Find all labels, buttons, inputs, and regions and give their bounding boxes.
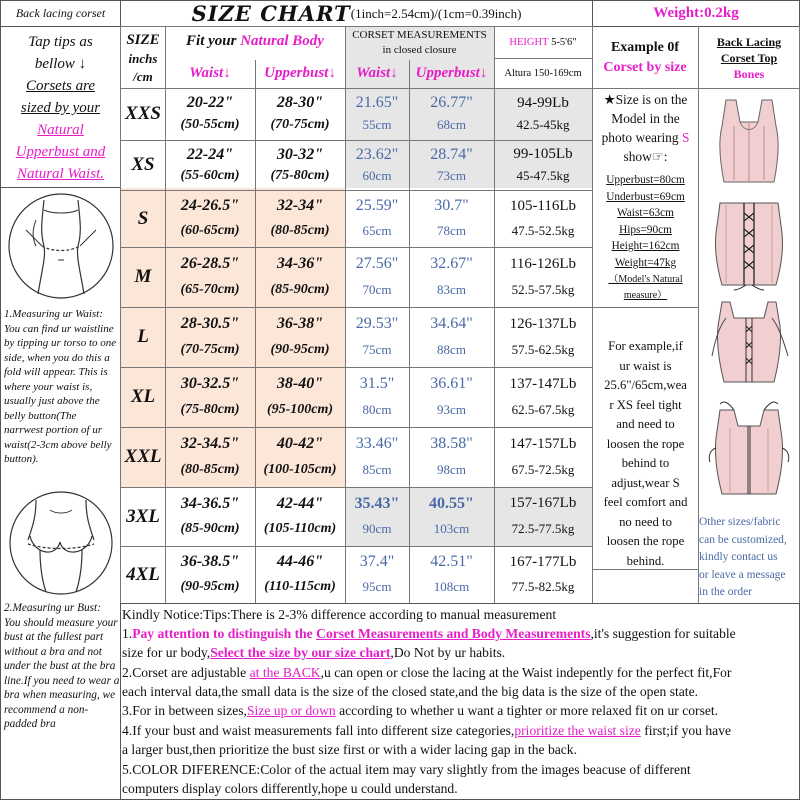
weight-kg: 72.5-77.5kg <box>511 521 575 537</box>
grid-line <box>698 88 800 89</box>
weight-label: Weight:0.2kg <box>653 5 739 21</box>
body-waist-in: 22-24" <box>186 145 234 163</box>
notice-l2-a: size for ur body, <box>122 645 211 660</box>
corset-waist-cm: 85cm <box>362 462 392 477</box>
size-label: XS <box>131 154 155 175</box>
size-header-2: inchs <box>128 51 158 66</box>
notice-l3-a: 2.Corset are adjustable <box>122 665 247 680</box>
notice-l2-pink-u: Select the size by our size chart <box>210 645 391 660</box>
grid-line <box>165 26 166 603</box>
fit-line-10: no need to <box>619 514 672 529</box>
back-lacing-top-1: Back Lacing <box>716 35 782 49</box>
notice-l1-a: 1. <box>122 626 133 641</box>
other-sizes-4: or leave a message <box>699 568 786 581</box>
notice-l6-pink-u: prioritize the waist size <box>514 723 641 738</box>
notice-line-4: each interval data,the small data is the size of the closed state,and the big data is the size of the open state. <box>122 684 699 699</box>
fit-natural-body-header <box>165 30 345 52</box>
body-waist-in: 26-28.5" <box>180 255 240 272</box>
fit-line-8: adjust,wear S <box>611 475 680 490</box>
example-model-text <box>593 90 698 166</box>
body-waist-cm: (90-95cm) <box>180 578 240 594</box>
notice-l1-pink: Pay attention to distinguish the <box>132 626 313 641</box>
corset-waist-in: 23.62" <box>355 145 399 163</box>
corset-waist-cm: 60cm <box>362 167 392 183</box>
waist-measure-illustration <box>6 190 116 302</box>
tip-pink-line-3: Natural Waist. <box>17 166 104 182</box>
corset-bust-in: 30.7" <box>434 197 469 215</box>
weight-kg: 47.5-52.5kg <box>511 222 575 238</box>
header-upperbust: Upperbust↓ <box>264 64 336 81</box>
model-height: Height=162cm <box>611 240 680 253</box>
grid-line <box>121 307 592 308</box>
body-waist-in: 28-30.5" <box>180 315 240 332</box>
body-bust-in: 28-30" <box>276 94 324 111</box>
page-title: SIZE CHART <box>191 1 351 26</box>
size-label: M <box>134 266 152 287</box>
body-bust-cm: (100-105cm) <box>263 462 337 477</box>
other-sizes-5: in the order <box>699 586 753 598</box>
header-waist: Waist↓ <box>189 64 231 81</box>
body-waist-in: 20-22" <box>186 94 234 111</box>
fit-line-5: and need to <box>616 417 675 431</box>
grid-line <box>121 190 592 191</box>
size-header-1: SIZE <box>126 32 160 48</box>
notice-l1-b: ,it's suggestion for suitable <box>590 626 736 641</box>
body-waist-cm: (50-55cm) <box>180 117 240 132</box>
tip-line-3: Corsets are <box>25 78 96 94</box>
weight-lb: 167-177Lb <box>509 553 577 570</box>
corset-bust-cm: 88cm <box>437 342 466 357</box>
notice-l1-pink-u: Corset Measurements and Body Measurements <box>316 626 591 641</box>
model-hips: Hips=90cm <box>619 223 672 236</box>
notice-line-2 <box>122 643 798 662</box>
corset-bust-in: 26.77" <box>430 94 473 111</box>
weight-kg: 52.5-57.5kg <box>511 282 575 297</box>
header-corset-waist: Waist↓ <box>356 64 398 81</box>
grid-line <box>409 60 410 603</box>
grid-line <box>345 26 346 603</box>
size-label: S <box>137 207 149 229</box>
left-tips-text <box>0 31 121 185</box>
grid-line <box>121 140 592 141</box>
notice-l3-pink-u: at the BACK <box>249 665 321 680</box>
corset-bust-cm: 108cm <box>433 578 470 594</box>
size-label: 3XL <box>126 505 160 527</box>
corset-bust-in: 28.74" <box>430 145 473 163</box>
corset-image-front <box>704 92 794 188</box>
corset-image-open <box>704 398 794 502</box>
body-waist-cm: (80-85cm) <box>180 462 240 477</box>
body-waist-in: 24-26.5" <box>180 197 240 215</box>
grid-line <box>494 26 495 603</box>
back-lacing-top-3: Bones <box>733 67 765 81</box>
body-waist-in: 34-36.5" <box>180 494 240 512</box>
grid-line <box>120 26 121 603</box>
height-header <box>494 33 592 51</box>
corset-bust-in: 36.61" <box>430 375 473 392</box>
fit-line-6: loosen the rope <box>606 436 685 451</box>
body-bust-in: 30-32" <box>276 145 324 163</box>
tip-line-2: bellow ↓ <box>34 56 87 72</box>
back-lacing-top-2: Corset Top <box>720 51 778 65</box>
model-natural-note-2: measure） <box>623 290 668 302</box>
weight-kg: 67.5-72.5kg <box>511 462 575 477</box>
measure-waist-text: 1.Measuring ur Waist: You can find ur waistline by tipping ur torso to one side, when you do this a fold will appear. This is where your waist is, usually just above the belly button(The narrwest portion of ur waist(2-3cm above belly button). <box>4 308 117 465</box>
body-waist-cm: (75-80cm) <box>180 402 240 417</box>
fit-line-11: loosen the rope <box>606 534 685 548</box>
body-bust-in: 42-44" <box>276 494 324 512</box>
body-bust-cm: (80-85cm) <box>270 222 330 238</box>
example-line-3-text: photo wearing <box>601 130 679 145</box>
fit-line-1: For example,if <box>608 339 683 353</box>
other-sizes-2: can be customized, <box>699 533 787 546</box>
body-bust-cm: (95-100cm) <box>266 402 334 417</box>
measure-bust-text: 2.Measuring ur Bust: You should measure your bust at the fullest part without a bra and not under the bust at the bra line.If you need to wear a bra when measuring, we recommend a non-padded bra <box>4 602 120 730</box>
body-bust-cm: (110-115cm) <box>264 578 336 594</box>
weight-kg: 77.5-82.5kg <box>511 578 575 594</box>
corset-waist-cm: 75cm <box>362 342 392 357</box>
body-bust-in: 44-46" <box>276 553 324 571</box>
corset-waist-in: 33.46" <box>355 435 399 452</box>
body-bust-in: 40-42" <box>276 435 324 452</box>
corset-bust-cm: 103cm <box>433 521 470 537</box>
body-bust-in: 32-34" <box>276 197 324 215</box>
notice-line-8: 5.COLOR DIFERENCE:Color of the actual item may vary slightly from the images beacuse of different <box>122 762 691 777</box>
corset-meas-header-2: in closed closure <box>382 43 457 56</box>
corset-bust-cm: 83cm <box>437 282 466 297</box>
fit-line-4: r XS feel tight <box>609 397 682 412</box>
corset-waist-cm: 55cm <box>362 117 392 132</box>
size-header-3: /cm <box>133 69 153 84</box>
corset-waist-in: 35.43" <box>354 494 400 512</box>
corset-bust-cm: 78cm <box>437 222 466 238</box>
body-bust-in: 36-38" <box>276 315 324 332</box>
body-waist-cm: (60-65cm) <box>180 222 240 238</box>
example-header-1: Example 0f <box>610 40 680 55</box>
body-waist-in: 36-38.5" <box>180 553 240 571</box>
corset-waist-cm: 65cm <box>362 222 392 238</box>
unit-conversion-note: (1inch=2.54cm)/(1cm=0.39inch) <box>350 5 522 21</box>
corset-bust-cm: 93cm <box>437 402 466 417</box>
weight-kg: 62.5-67.5kg <box>511 402 575 417</box>
size-label: XXS <box>125 103 161 124</box>
tip-line-4: sized by your <box>20 100 101 116</box>
corset-waist-in: 29.53" <box>355 315 399 332</box>
bust-measure-illustration <box>6 488 116 598</box>
corset-waist-cm: 95cm <box>362 578 392 594</box>
body-waist-in: 30-32.5" <box>180 375 240 392</box>
corset-waist-in: 31.5" <box>359 375 395 392</box>
fit-line-7: behind to <box>621 456 670 470</box>
size-label: L <box>137 326 149 347</box>
fit-line-3: 25.6"/65cm,wea <box>604 378 687 392</box>
corset-bust-in: 34.64" <box>430 315 473 332</box>
body-bust-cm: (90-95cm) <box>270 342 330 357</box>
model-underbust: Underbust=69cm <box>606 190 685 203</box>
notice-l6-b: first;if you have <box>644 723 732 738</box>
other-sizes-note <box>699 514 800 602</box>
size-header <box>121 30 165 86</box>
notice-line-7: a larger bust,then prioritize the bust size first or with a wider lacing gap in the back. <box>122 742 577 757</box>
notice-l5-pink-u: Size up or down <box>246 703 336 718</box>
fit-line-2: ur waist is <box>619 358 672 373</box>
corset-bust-cm: 98cm <box>437 462 466 477</box>
corset-waist-cm: 80cm <box>362 402 392 417</box>
notice-l6-a: 4.If your bust and waist measurements fall into different size categories, <box>122 723 515 738</box>
corset-waist-in: 25.59" <box>355 197 399 215</box>
notice-title: Kindly Notice:Tips:There is 2-3% difference according to manual measurement <box>122 607 557 622</box>
notice-line-5 <box>122 701 798 720</box>
notice-line-9: computers display colors differently,hope u could understand. <box>122 781 458 796</box>
example-line-1: ★Size is on the <box>603 92 688 107</box>
example-size-pink: S <box>681 130 690 145</box>
notice-l5-b: according to whether u want a tighter or more relaxed fit on ur corset. <box>339 703 719 718</box>
weight-lb: 137-147Lb <box>509 375 577 392</box>
size-label: 4XL <box>126 563 160 585</box>
body-waist-cm: (70-75cm) <box>180 342 240 357</box>
model-measurements <box>593 172 698 305</box>
grid-line <box>592 88 698 89</box>
tip-pink-line-1: Natural <box>37 122 84 138</box>
grid-line <box>121 247 592 248</box>
tip-line-1: Tap tips as <box>28 34 93 50</box>
notice-l2-b: ,Do Not by ur habits. <box>390 645 506 660</box>
body-waist-cm: (85-90cm) <box>180 521 240 537</box>
fit-line-12: behind. <box>626 553 665 568</box>
weight-lb: 126-137Lb <box>509 315 577 332</box>
corset-bust-in: 40.55" <box>429 494 474 512</box>
notice-line-1 <box>122 624 798 643</box>
size-label: XL <box>130 386 156 407</box>
corset-bust-cm: 68cm <box>437 117 466 132</box>
notice-l3-b: ,u can open or close the lacing at the Waist indepently for the perfect fit,For <box>320 665 732 680</box>
corset-image-back-lacing <box>704 193 794 291</box>
notice-line-6 <box>122 721 798 740</box>
grid-line <box>121 367 592 368</box>
weight-kg: 45-47.5kg <box>516 167 570 183</box>
other-sizes-3: kindly contact us <box>699 551 778 563</box>
grid-line <box>121 546 592 547</box>
weight-kg: 57.5-62.5kg <box>511 342 575 357</box>
body-waist-cm: (65-70cm) <box>180 282 240 297</box>
body-bust-in: 34-36" <box>276 255 324 272</box>
weight-lb: 99-105Lb <box>513 146 573 162</box>
weight-lb: 105-116Lb <box>509 197 577 214</box>
corset-waist-cm: 90cm <box>362 521 392 537</box>
body-bust-cm: (75-80cm) <box>270 167 330 183</box>
grid-line <box>494 58 592 59</box>
header-corset-upperbust: Upperbust↓ <box>415 64 488 81</box>
example-show: show☞: <box>623 149 668 164</box>
example-line-2: Model in the <box>611 111 680 126</box>
body-waist-in: 32-34.5" <box>180 435 240 452</box>
weight-lb: 94-99Lb <box>517 94 569 111</box>
height-label: HEIGHT <box>509 36 549 48</box>
example-fit-text <box>593 337 698 571</box>
notice-l5-a: 3.For in between sizes, <box>122 703 247 718</box>
fit-prefix: Fit your <box>186 32 237 49</box>
header-title-wrap <box>120 0 593 27</box>
corset-bust-in: 42.51" <box>430 553 473 571</box>
body-bust-cm: (85-90cm) <box>270 282 330 297</box>
model-natural-note-1: （Model's Natural <box>608 273 683 285</box>
altura-label: Altura 150-169cm <box>504 67 582 79</box>
corset-waist-cm: 70cm <box>362 282 392 297</box>
body-bust-cm: (70-75cm) <box>270 117 330 132</box>
grid-line <box>121 487 592 488</box>
corset-meas-header-1: CORSET MEASUREMENTS <box>352 29 487 41</box>
fit-line-9: feel comfort and <box>603 495 688 509</box>
grid-line <box>121 88 592 89</box>
model-upperbust: Upperbust=80cm <box>606 174 685 186</box>
corset-image-side <box>704 296 794 392</box>
height-value: 5-5'6" <box>551 36 577 48</box>
weight-lb: 157-167Lb <box>509 495 577 512</box>
fit-pink: Natural Body <box>240 32 324 49</box>
grid-line <box>121 427 592 428</box>
corset-waist-in: 37.4" <box>359 553 395 571</box>
back-lacing-top-header <box>698 34 800 82</box>
weight-lb: 116-126Lb <box>509 255 577 272</box>
model-weight: Weight=47kg <box>614 256 677 269</box>
corset-bust-cm: 73cm <box>437 167 466 183</box>
corset-waist-in: 21.65" <box>355 94 399 111</box>
body-bust-cm: (105-110cm) <box>263 521 337 537</box>
corset-waist-in: 27.56" <box>355 255 399 272</box>
model-waist: Waist=63cm <box>617 207 674 220</box>
grid-line <box>121 26 592 27</box>
grid-line <box>592 307 698 308</box>
example-line-3 <box>593 128 698 147</box>
example-header-2: Corset by size <box>603 60 687 75</box>
body-waist-cm: (55-60cm) <box>180 167 240 183</box>
weight-kg: 42.5-45kg <box>516 117 570 132</box>
weight-lb: 147-157Lb <box>509 435 577 452</box>
header-back-lacing-label: Back lacing corset <box>15 6 106 20</box>
corset-bust-in: 32.67" <box>430 255 473 272</box>
size-label: XXL <box>124 446 162 467</box>
tip-pink-line-2: Upperbust and <box>15 144 106 160</box>
body-bust-in: 38-40" <box>276 375 324 392</box>
other-sizes-1: Other sizes/fabric <box>699 516 781 528</box>
notice-line-3 <box>122 663 798 682</box>
grid-line <box>255 60 256 603</box>
corset-bust-in: 38.58" <box>430 435 473 452</box>
